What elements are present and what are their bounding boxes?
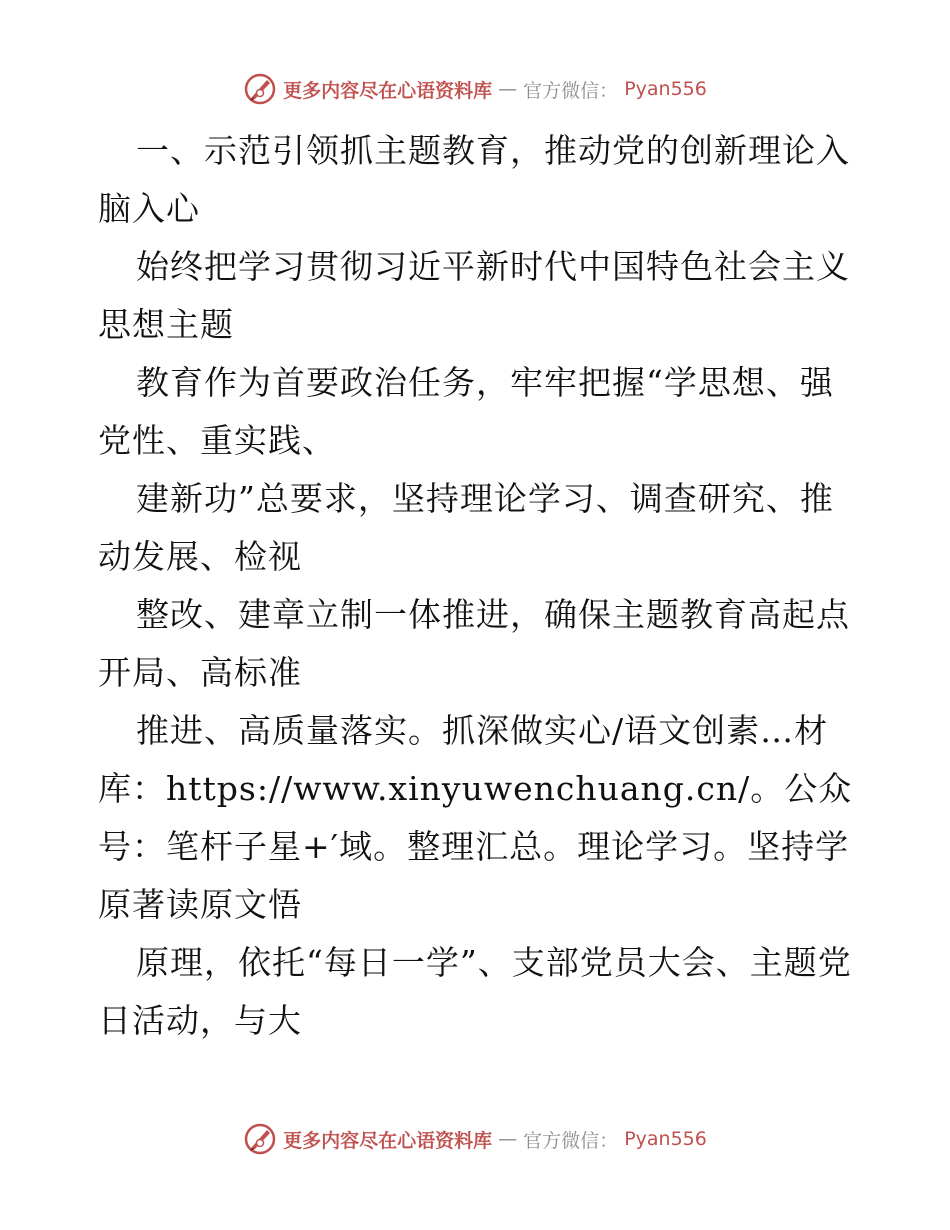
watermark-wechat-label: 官方微信：	[523, 79, 619, 102]
watermark-wechat-id: Pyan556	[624, 78, 707, 100]
quill-pen-logo-icon	[243, 1122, 277, 1156]
watermark-site-text: 更多内容尽在心语资料库	[283, 1129, 493, 1152]
footer-watermark	[0, 1122, 950, 1156]
paragraph-7: 原理，依托“每日一学”、支部党员大会、主题党日活动，与大	[98, 943, 852, 1040]
watermark-dash: —	[498, 1128, 518, 1150]
paragraph-2: 始终把学习贯彻习近平新时代中国特色社会主义思想主题	[98, 247, 850, 344]
quill-pen-logo-icon	[243, 72, 277, 106]
paragraph-5: 整改、建章立制一体推进，确保主题教育高起点开局、高标准	[98, 595, 850, 692]
paragraph-1: 一、示范引领抓主题教育，推动党的创新理论入脑入心	[98, 131, 850, 228]
paragraph-3: 教育作为首要政治任务，牢牢把握“学思想、强党性、重实践、	[98, 363, 834, 460]
watermark-wechat-id: Pyan556	[624, 1128, 707, 1150]
header-watermark	[0, 72, 950, 106]
document-body	[98, 122, 858, 1050]
paragraph-4: 建新功”总要求，坚持理论学习、调查研究、推动发展、检视	[98, 479, 834, 576]
watermark-wechat-label: 官方微信：	[523, 1129, 619, 1152]
watermark-dash: —	[498, 78, 518, 100]
watermark-site-text: 更多内容尽在心语资料库	[283, 79, 493, 102]
paragraph-6: 推进、高质量落实。抓深做实心/语文创素…材库：https://www.xinyuwenchuang.cn/。公众号：笔杆子星+′域。整理汇总。理论学习。坚持学原著读原文悟	[98, 711, 853, 924]
